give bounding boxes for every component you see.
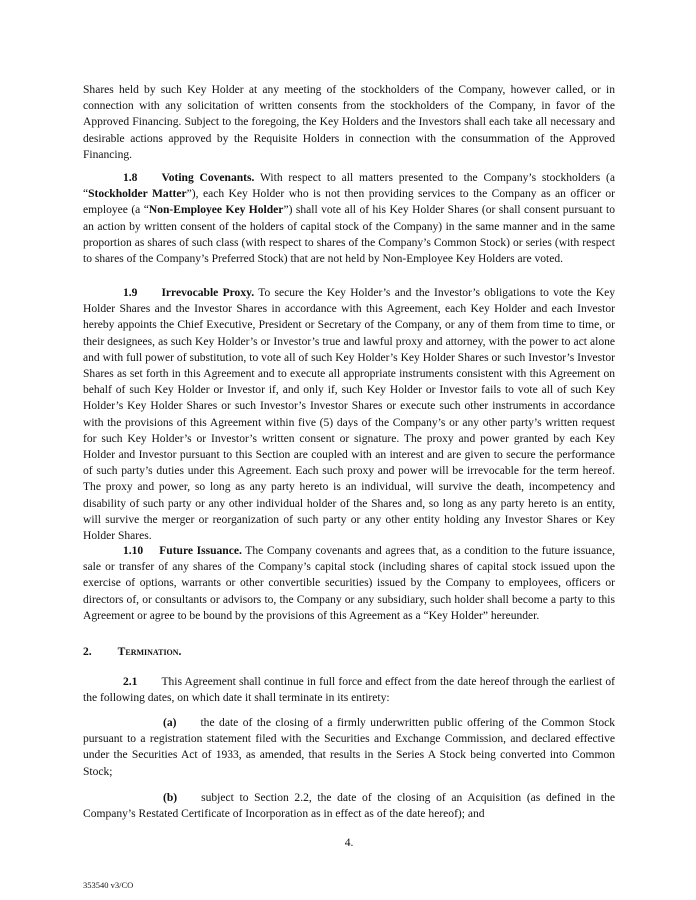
page-number: 4. xyxy=(344,837,354,849)
paragraph-text: Shares held by such Key Holder at any meeting of the stockholders of the Company, however called, or in connection with any solicitation of written consents from the stockholders of the Company, in favor of the Approved Financing. Subject to the foregoing, the Key Holders and the Investors shall each take all necessary and desirable actions approved by the Requisite Holders in connection with the consummation of the Approved Financing. xyxy=(83,84,615,161)
section-2-heading xyxy=(83,644,615,660)
document-page xyxy=(83,0,615,900)
section-text: The Company covenants and agrees that, as a condition to the future issuance, sale or transfer of any shares of the Company’s capital stock (including shares of capital stock issued upon the exercise of options, warrants or other convertible securities) issued by the Company to employees, officers or directors of, or consultants or advisors to, the Company or any subsidiary, such holder shall become a party to this Agreement or agree to be bound by the provisions of this Agreement as a “Key Holder” hereunder. xyxy=(83,545,615,622)
section-2-1 xyxy=(83,674,615,706)
footer-document-code: 353540 v3/CO xyxy=(83,880,134,890)
section-number: 1.9 xyxy=(123,287,138,299)
section-heading: Termination. xyxy=(117,646,182,658)
section-heading: Future Issuance. xyxy=(159,545,242,557)
section-text: ”), each Key Holder who is not then providing services to the Company as an officer or employee (a “ xyxy=(83,188,615,217)
section-number: 2. xyxy=(83,646,92,658)
paragraph-continuation xyxy=(83,82,615,163)
subsection-label: (b) xyxy=(163,792,178,804)
section-number: 1.10 xyxy=(123,545,144,557)
defined-term: Non-Employee Key Holder xyxy=(148,204,284,217)
defined-term: Stockholder Matter xyxy=(88,188,187,201)
section-text: To secure the Key Holder’s and the Investor’s obligations to vote the Key Holder Shares and the Investor Shares in accordance with this Agreement, each Key Holder and each Investor hereby appoints the Chief Executive, President or Secretary of the Company, or any of them from time to time, or their designees, as such Key Holder’s or Investor’s true and lawful proxy and attorney, with the power to act alone and with full power of substitution, to vote all of such Key Holder’s Key Holder Shares or such Investor’s Investor Shares as set forth in this Agreement and to execute all appropriate instruments consistent with this Agreement on behalf of such Key Holder or Investor if, and only if, such Key Holder or Investor fails to vote all of such Key Holder’s Key Holder Shares or such Investor’s Investor Shares or execute such other instruments in accordance with the provisions of this Agreement within five (5) days of the Company’s or any other party’s written request for such Key Holder’s or Investor’s written consent or signature. The proxy and power granted by each Key Holder and Investor pursuant to this Section are coupled with an interest and are given to secure the performance of such party’s duties under this Agreement. Each such proxy and power will be irrevocable for the term hereof. The proxy and power, so long as any party hereto is an individual, will survive the death, incompetency and disability of such party or any other individual holder of the Shares and, so long as any party hereto is an entity, will survive the merger or reorganization of such party or any other entity holding any Investor Shares or Key Holder Shares. xyxy=(83,287,615,543)
section-1-10 xyxy=(83,543,615,624)
subsection-label: (a) xyxy=(163,717,177,729)
section-1-8 xyxy=(83,170,615,267)
section-number: 2.1 xyxy=(123,676,138,688)
section-1-9 xyxy=(83,285,615,544)
subsection-text: subject to Section 2.2, the date of the closing of an Acquisition (as defined in the Company’s Restated Certificate of Incorporation as in effect as of the date hereof); and xyxy=(83,792,615,821)
section-text: With respect to all matters presented to the Company’s stockholders (a “ xyxy=(83,172,616,201)
section-number: 1.8 xyxy=(123,172,138,184)
section-heading: Voting Covenants. xyxy=(161,172,255,184)
subsection-a xyxy=(83,715,615,780)
section-heading: Irrevocable Proxy. xyxy=(161,287,255,299)
section-text: ”) shall vote all of his Key Holder Shares (or shall consent pursuant to an action by written consent of the holders of capital stock of the Company) in the same manner and in the same proportion as shares of such class (with respect to shares of the Company’s Common Stock) or series (with respect to shares of the Company’s Preferred Stock) that are not held by Non-Employee Key Holders are voted. xyxy=(83,204,615,266)
section-text: This Agreement shall continue in full force and effect from the date hereof through the earliest of the following dates, on which date it shall terminate in its entirety: xyxy=(83,676,615,705)
subsection-b xyxy=(83,790,615,822)
subsection-text: the date of the closing of a firmly underwritten public offering of the Common Stock pursuant to a registration statement filed with the Securities and Exchange Commission, and declared effective under the Securities Act of 1933, as amended, that results in the Series A Stock being converted into Common Stock; xyxy=(83,717,615,778)
